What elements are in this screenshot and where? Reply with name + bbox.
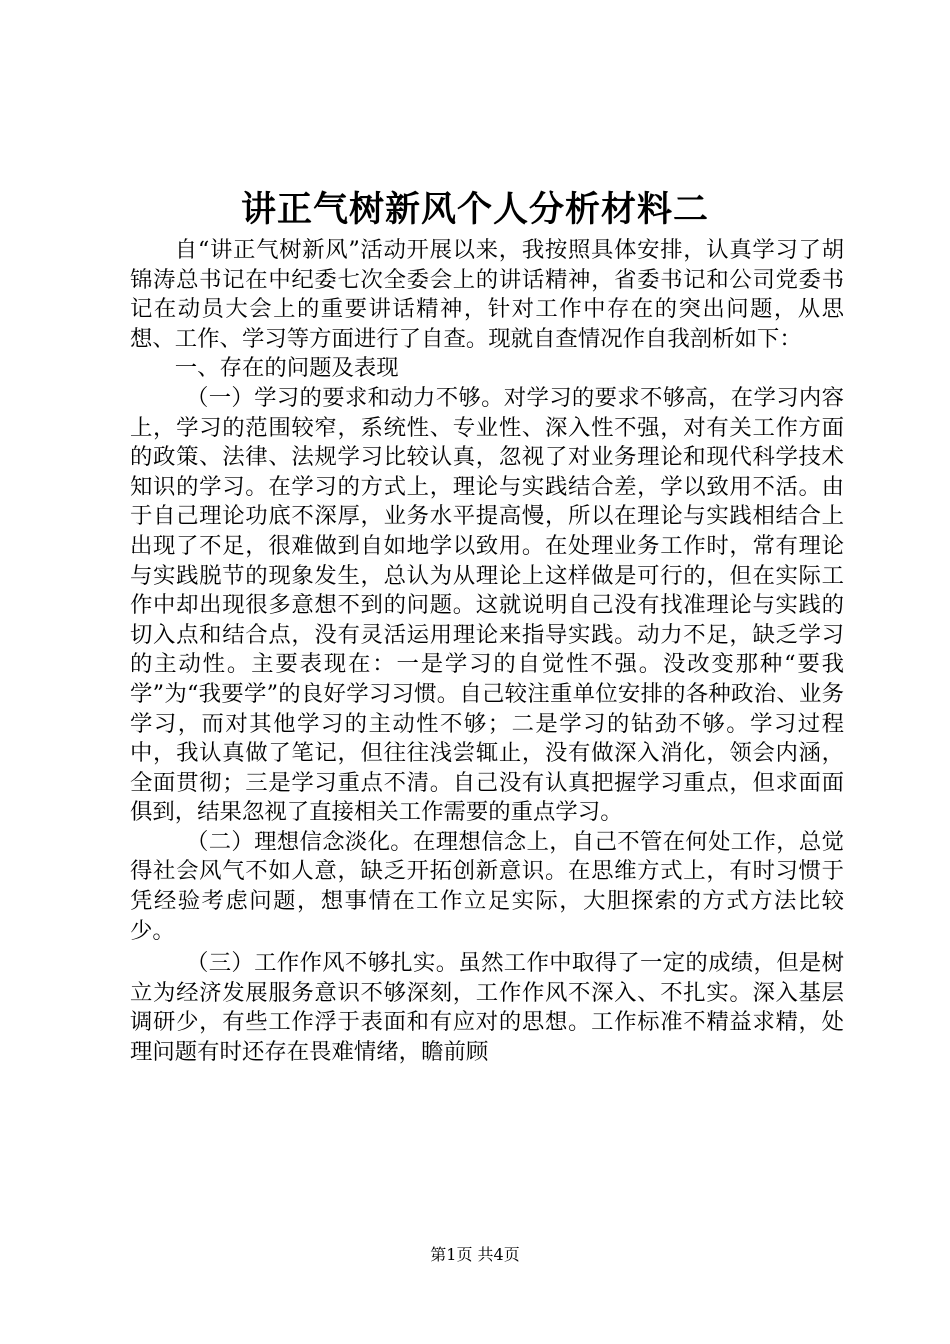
intro-paragraph: 自“讲正气树新风”活动开展以来，我按照具体安排，认真学习了胡锦涛总书记在中纪委七次全委会上的讲话精神，省委书记和公司党委书记在动员大会上的重要讲话精神，针对工作中存在的突出问题，从思想、工作、学习等方面进行了自查。现就自查情况作自我剖析如下：	[130, 237, 844, 352]
page-number-footer: 第1页 共4页	[430, 1245, 520, 1264]
paragraph-work-style: （三）工作作风不够扎实。虽然工作中取得了一定的成绩，但是树立为经济发展服务意识不够深刻，工作作风不深入、不扎实。深入基层调研少，有些工作浮于表面和有应对的思想。工作标准不精益求精，处理问题有时还存在畏难情绪，瞻前顾	[130, 950, 844, 1066]
paragraph-ideals: （二）理想信念淡化。在理想信念上，自己不管在何处工作，总觉得社会风气不如人意，缺乏开拓创新意识。在思维方式上，有时习惯于凭经验考虑问题，想事情在工作立足实际，大胆探索的方式方法比较少。	[130, 828, 844, 944]
document-title: 讲正气树新风个人分析材料二	[240, 189, 709, 230]
paragraph-study: （一）学习的要求和动力不够。对学习的要求不够高，在学习内容上，学习的范围较窄，系统性、专业性、深入性不强，对有关工作方面的政策、法律、法规学习比较认真，忽视了对业务理论和现代科学技术知识的学习。在学习的方式上，理论与实践结合差，学以致用不活。由于自己理论功底不深厚，业务水平提高慢，所以在理论与实践相结合上出现了不足，很难做到自如地学以致用。在处理业务工作时，常有理论与实践脱节的现象发生，总认为从理论上这样做是可行的，但在实际工作中却出现很多意想不到的问题。这就说明自己没有找准理论与实践的切入点和结合点，没有灵活运用理论来指导实践。动力不足，缺乏学习的主动性。主要表现在：一是学习的自觉性不强。没改变那种“要我学”为“我要学”的良好学习习惯。自己较注重单位安排的各种政治、业务学习，而对其他学习的主动性不够；二是学习的钻劲不够。学习过程中，我认真做了笔记，但往往浅尝辄止，没有做深入消化，领会内涵，全面贯彻；三是学习重点不清。自己没有认真把握学习重点，但求面面俱到，结果忽视了直接相关工作需要的重点学习。	[130, 384, 844, 826]
section-heading: 一、存在的问题及表现	[174, 355, 399, 382]
document-body	[130, 236, 844, 1068]
